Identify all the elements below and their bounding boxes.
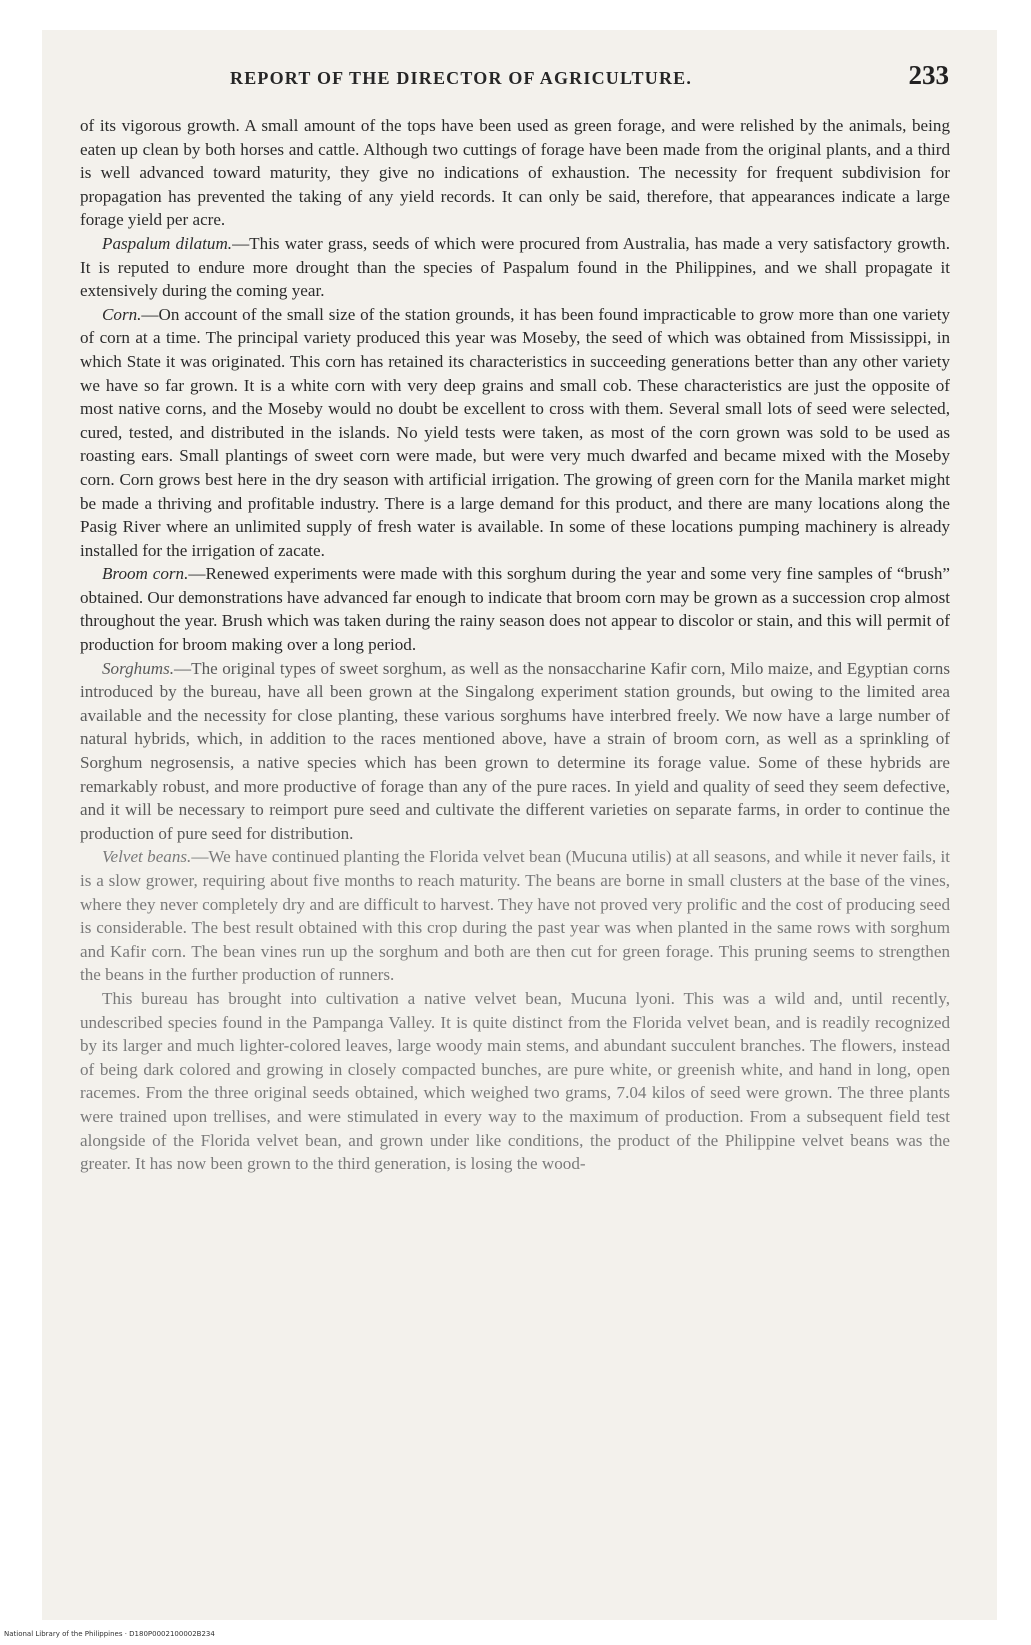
paragraph-paspalum [80, 232, 950, 303]
paragraph-lead: Sorghums. [102, 658, 175, 678]
running-head: REPORT OF THE DIRECTOR OF AGRICULTURE. [230, 68, 693, 88]
paragraph-corn [80, 303, 950, 563]
paragraph-text: —The original types of sweet sorghum, as well as the nonsaccharine Kafir corn, Milo maize, and Egyptian corns introduced by the bureau, have all been grown at the Singalong experiment station grounds, but owing to the limited area available and the necessity for close planting, these various sorghums have interbred freely. We now have a large number of natural hybrids, which, in addition to the races mentioned above, have a strain of broom corn, as well as a sprinkling of Sorghum negrosensis, a native species which has been grown to determine its forage value. Some of these hybrids are remarkably robust, and more productive of forage than any of the pure races. In yield and quality of seed they seem defective, and it will be necessary to reimport pure seed and cultivate the different varieties on separate farms, in order to continue the production of pure seed for distribution. [80, 658, 950, 843]
paragraph-text: This bureau has brought into cultivation a native velvet bean, Mucuna lyoni. This was a wild and, until recently, undescribed species found in the Pampanga Valley. It is quite distinct from the Florida velvet bean, and is readily recognized by its larger and much lighter-colored leaves, large woody main stems, and abundant succulent branches. The flowers, instead of being dark colored and growing in closely compacted bunches, are pure white, or greenish white, and hand in long, open racemes. From the three original seeds obtained, which weighed two grams, 7.04 kilos of seed were grown. The three plants were trained upon trellises, and were stimulated in every way to the maximum of production. From a subsequent field test alongside of the Florida velvet bean, and grown under like conditions, the product of the Philippine velvet beans was the greater. It has now been grown to the third generation, is losing the wood- [80, 988, 950, 1174]
paragraph-lead: Paspalum dilatum. [102, 233, 233, 253]
paragraph-text: of its vigorous growth. A small amount of the tops have been used as green forage, and were relished by the animals, being eaten up clean by both horses and cattle. Although two cuttings of forage have been made from the original plants, and a third is well advanced toward maturity, they give no indications of exhaustion. The necessity for frequent subdivision for propagation has prevented the taking of any yield records. It can only be said, therefore, that appearances indicate a large forage yield per acre. [80, 116, 950, 230]
paragraph-text: —This water grass, seeds of which were procured from Australia, has made a very satisfactory growth. It is reputed to endure more drought than the species of Paspalum found in the Philippines, and we shall propagate it extensively during the coming year. [80, 233, 950, 301]
page-header [42, 30, 997, 100]
paragraph-text: —On account of the small size of the station grounds, it has been found impracticable to grow more than one variety of corn at a time. The principal variety produced this year was Moseby, the seed of which was obtained from Mississippi, in which State it was originated. This corn has retained its characteristics in succeeding generations better than any other variety we have so far grown. It is a white corn with very deep grains and small cob. These characteristics are just the opposite of most native corns, and the Moseby would no doubt be excellent to cross with them. Several small lots of seed were selected, cured, tested, and distributed in the islands. No yield tests were taken, as most of the corn grown was sold to be used as roasting ears. Small plantings of sweet corn were made, but were very much dwarfed and became mixed with the Moseby corn. Corn grows best here in the dry season with artificial irrigation. The growing of green corn for the Manila market might be made a thriving and profitable industry. There is a large demand for this product, and there are many locations along the Pasig River where an unlimited supply of fresh water is available. In some of these locations pumping machinery is already installed for the irrigation of zacate. [80, 304, 950, 560]
body-text [80, 114, 950, 1176]
paragraph-forage-growth [80, 114, 950, 232]
paragraph-lead: Corn. [102, 304, 142, 324]
paragraph-text: —We have continued planting the Florida velvet bean (Mucuna utilis) at all seasons, and while it never fails, it is a slow grower, requiring about five months to reach maturity. The beans are borne in small clusters at the base of the vines, where they never completely dry and are difficult to harvest. They have not proved very prolific and the cost of producing seed is considerable. The best result obtained with this crop during the past year was when planted in the same rows with sorghum and Kafir corn. The bean vines run up the sorghum and both are then cut for green forage. This pruning seems to strengthen the beans in the further production of runners. [80, 847, 950, 985]
scan-footer: National Library of the Philippines · D180P0002100002B234 [4, 1630, 215, 1638]
paragraph-broom-corn [80, 562, 950, 656]
paragraph-sorghums [80, 657, 950, 846]
paragraph-velvet-beans [80, 845, 950, 987]
paragraph-text: —Renewed experiments were made with this sorghum during the year and some very fine samples of “brush” obtained. Our demonstrations have advanced far enough to indicate that broom corn may be grown as a succession crop almost throughout the year. Brush which was taken during the rainy season does not appear to discolor or stain, and this will permit of production for broom making over a long period. [80, 564, 950, 655]
paragraph-lead: Velvet beans. [102, 847, 192, 867]
paragraph-native-velvet-bean [80, 987, 950, 1176]
document-page [42, 30, 997, 1620]
paragraph-lead: Broom corn. [102, 564, 189, 584]
page-number: 233 [908, 60, 949, 90]
